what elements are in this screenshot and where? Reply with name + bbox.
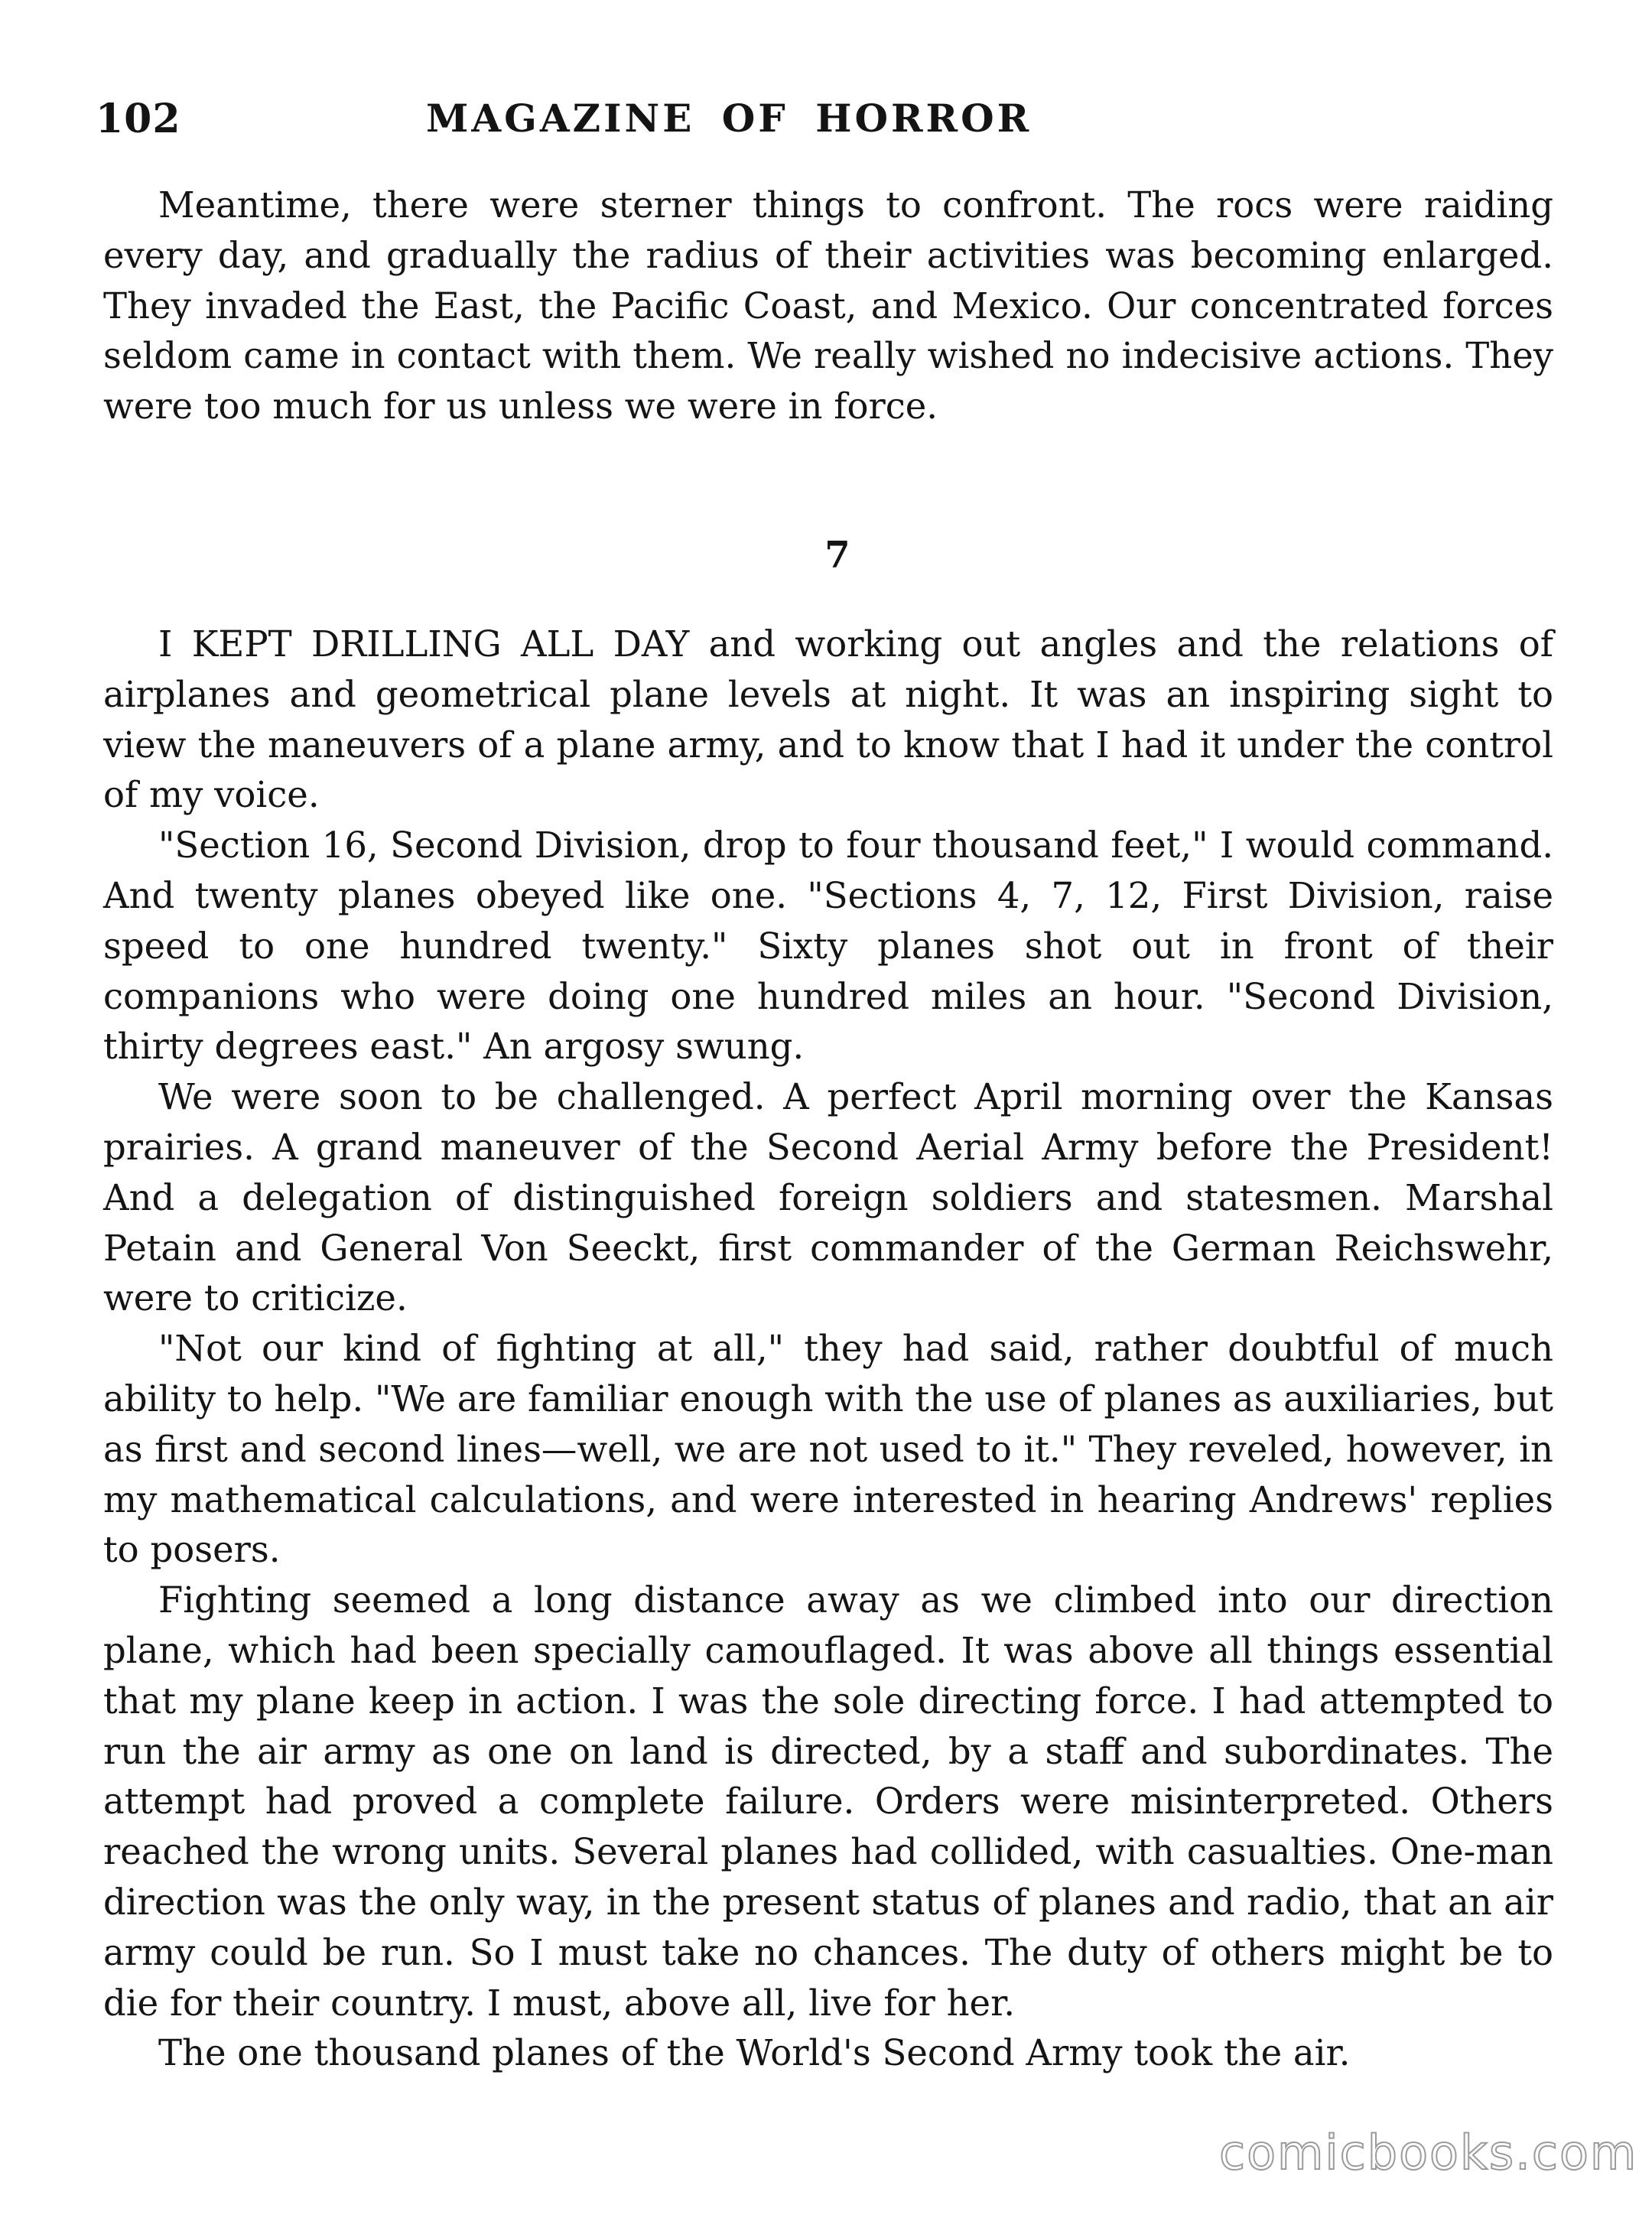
paragraph: "Not our kind of fighting at all," they had said, rather doubtful of much ability to help. "We are familiar enough with the use of planes as auxiliaries, but as first and second lines—well, we are not used to it." They reveled, however, in my mathematical calculations, and were interested in hearing Andrews' replies to posers. [103, 1328, 1553, 1571]
site-watermark: comicbooks.com [1219, 2125, 1638, 2181]
page-header [96, 96, 1549, 157]
paragraph: The one thousand planes of the World's Second Army took the air. [158, 2032, 1351, 2074]
paragraph: Fighting seemed a long distance away as we climbed into our direction plane, which had been specially camouflaged. It was above all things essential that my plane keep in action. I was the sole directing force. I had attempted to run the air army as one on land is directed, by a staff and subordinates. The attempt had proved a complete failure. Orders were misinterpreted. Others reached the wrong units. Several planes had collided, with casualties. One-man direction was the only way, in the present status of planes and radio, that an air army could be run. So I must take no chances. The duty of others might be to die for their country. I must, above all, live for her. [103, 1579, 1553, 2024]
main-text-block [103, 620, 1553, 2079]
paragraph: Meantime, there were sterner things to confront. The rocs were raiding every day, and gradually the radius of their activities was becoming enlarged. They invaded the East, the Pacific Coast, and Mexico. Our concentrated forces seldom came in contact with them. We really wished no indecisive actions. They were too much for us unless we were in force. [103, 184, 1553, 428]
paragraph: "Section 16, Second Division, drop to four thousand feet," I would command. And twenty planes obeyed like one. "Sections 4, 7, 12, First Division, raise speed to one hundred twenty." Sixty planes shot out in front of their companions who were doing one hundred miles an hour. "Second Division, thirty degrees east." An argosy swung. [103, 824, 1553, 1068]
section-number: 7 [824, 534, 850, 577]
opening-text-block [103, 180, 1553, 432]
paragraph: I KEPT DRILLING ALL DAY and working out angles and the relations of airplanes and geometrical plane levels at night. It was an inspiring sight to view the maneuvers of a plane army, and to know that I had it under the control of my voice. [103, 623, 1553, 816]
running-title: MAGAZINE OF HORROR [426, 96, 1032, 141]
page-number: 102 [96, 96, 181, 142]
paragraph: We were soon to be challenged. A perfect April morning over the Kansas prairies. A grand maneuver of the Second Aerial Army before the President! And a delegation of distinguished foreign soldiers and statesmen. Marshal Petain and General Von Seeckt, first commander of the German Reichswehr, were to criticize. [103, 1076, 1553, 1319]
